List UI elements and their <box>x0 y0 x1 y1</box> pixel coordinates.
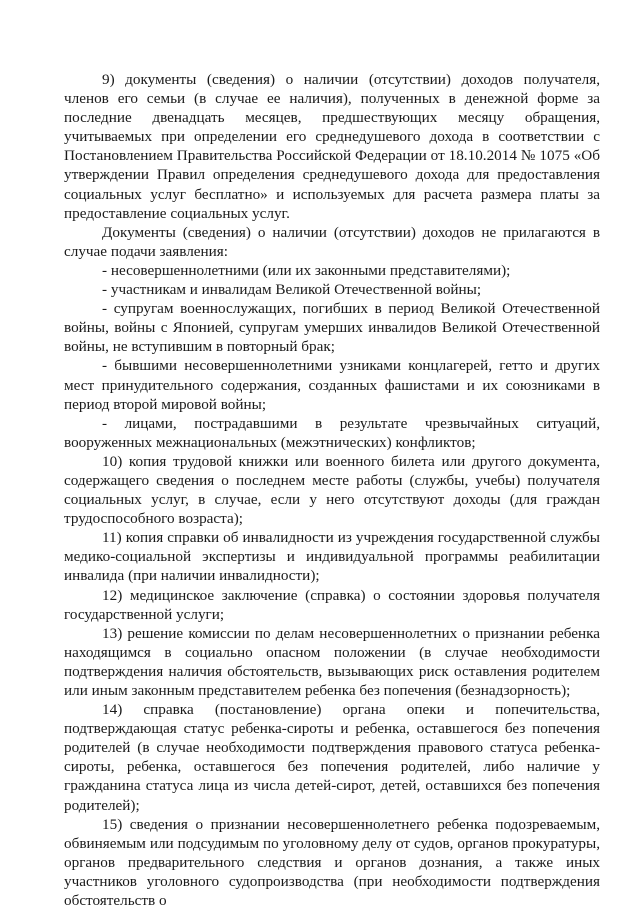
paragraph-item-10: 10) копия трудовой книжки или военного билета или другого документа, содержащего сведения о последнем месте работы (службы, учебы) получателя социальных услуг, в случае, если у него отсутствуют доходы (для граждан трудоспособного возраста); <box>64 452 600 528</box>
list-item-prisoners: - бывшими несовершеннолетними узниками концлагерей, гетто и других мест принудительного содержания, созданных фашистами и их союзниками в период второй мировой войны; <box>64 357 600 413</box>
list-item-spouses: - супругам военнослужащих, погибших в период Великой Отечественной войны, войны с Японией, супругам умерших инвалидов Великой Отечественной войны, не вступившим в повторный брак; <box>64 300 600 356</box>
paragraph-item-9: 9) документы (сведения) о наличии (отсутствии) доходов получателя, членов его семьи (в случае ее наличия), полученных в денежной форме за последние двенадцать месяцев, предшествующих месяцу обращения, учитываемых при определении его среднедушевого дохода в соответствии с Постановлением Правительства Российской Федерации от 18.10.2014 № 1075 «Об утверждении Правил определения среднедушевого дохода для предоставления социальных услуг бесплатно» и используемых для расчета размера платы за предоставление социальных услуг. <box>64 71 600 222</box>
paragraph-item-13: 13) решение комиссии по делам несовершеннолетних о признании ребенка находящимся в социально опасном положении (в случае необходимости подтверждения наличия обстоятельств, вызывающих риск оставления родителем или иным законным представителем ребенка без попечения (безнадзорность); <box>64 624 600 699</box>
paragraph-item-15: 15) сведения о признании несовершеннолетнего ребенка подозреваемым, обвиняемым или подсудимым по уголовному делу от судов, органов прокуратуры, органов предварительного следствия и органов дознания, а также иных участников уголовного судопроизводства (при необходимости подтверждения обстоятельств о <box>64 815 600 910</box>
paragraph-item-14: 14) справка (постановление) органа опеки и попечительства, подтверждающая статус ребенка-сироты и ребенка, оставшегося без попечения родителей (в случае необходимости подтверждения правового статуса ребенка-сироты, ребенка, оставшегося без попечения родителей, либо наличие у гражданина статуса лица из числа детей-сирот, детей, оставшихся без попечения родителей); <box>64 701 600 814</box>
list-item-emergency-victims: - лицами, пострадавшими в результате чрезвычайных ситуаций, вооруженных межнациональных (межэтнических) конфликтов; <box>64 414 600 451</box>
list-item-veterans: - участникам и инвалидам Великой Отечественной войны; <box>102 281 482 299</box>
paragraph-income-exemption: Документы (сведения) о наличии (отсутствии) доходов не прилагаются в случае подачи заявления: <box>64 223 600 260</box>
paragraph-item-11: 11) копия справки об инвалидности из учреждения государственной службы медико-социальной экспертизы и индивидуальной программы реабилитации инвалида (при наличии инвалидности); <box>64 529 600 585</box>
paragraph-item-12: 12) медицинское заключение (справка) о состоянии здоровья получателя государственной услуги; <box>64 586 600 623</box>
document-page <box>64 70 600 910</box>
list-item-minors: - несовершеннолетними (или их законными представителями); <box>102 261 511 279</box>
